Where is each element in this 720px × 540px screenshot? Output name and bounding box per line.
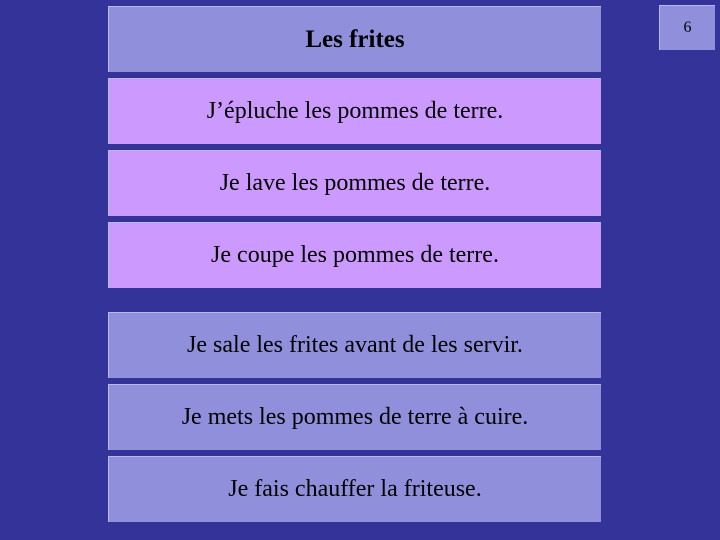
step-card-6[interactable]: Je fais chauffer la friteuse. (108, 456, 601, 522)
step-card-2[interactable]: Je lave les pommes de terre. (108, 150, 601, 216)
step-card-4[interactable]: Je sale les frites avant de les servir. (108, 312, 601, 378)
step-card-1[interactable]: J’épluche les pommes de terre. (108, 78, 601, 144)
step-card-3[interactable]: Je coupe les pommes de terre. (108, 222, 601, 288)
step-card-5[interactable]: Je mets les pommes de terre à cuire. (108, 384, 601, 450)
page-number: 6 (659, 5, 715, 50)
page-title: Les frites (108, 6, 601, 72)
